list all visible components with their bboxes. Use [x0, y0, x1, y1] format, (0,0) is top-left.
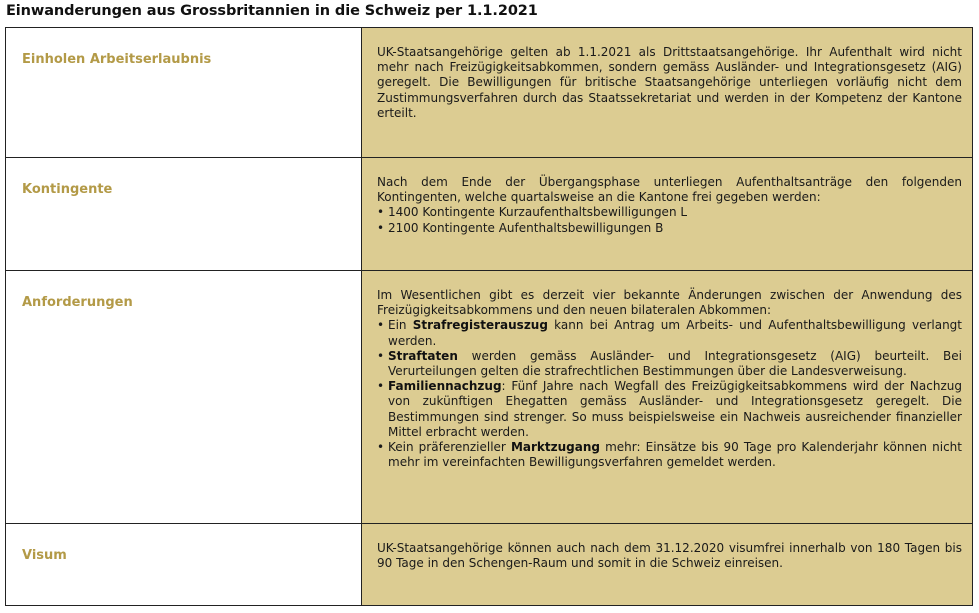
list-item: [377, 205, 962, 220]
document-title: Einwanderungen aus Grossbritannien in die Schweiz per 1.1.2021: [6, 3, 538, 19]
bullet-icon: •: [377, 205, 385, 220]
paragraph: Im Wesentlichen gibt es derzeit vier bekannte Änderungen zwischen der Anwendung des Freizügigkeitsabkommens und den neuen bilateralen Abkommen:: [377, 288, 962, 318]
row-content: [362, 524, 973, 606]
list-item-keyword: Marktzugang: [510, 440, 600, 455]
row-label: Anforderungen: [6, 271, 362, 524]
list-item: [377, 379, 962, 440]
list-item: [377, 318, 962, 348]
row-content: [362, 271, 973, 524]
info-table: [5, 27, 973, 606]
row-label: Kontingente: [6, 158, 362, 271]
row-content: [362, 158, 973, 271]
list-item: [377, 349, 962, 379]
list-item-pre: Kein präferenzieller: [388, 440, 511, 455]
list-item-post: werden gemäss Ausländer- und Integrationsgesetz (AIG) beurteilt. Bei Verurteilungen gelten die strafrechtlichen Bestimmungen über die Landesverweisung.: [388, 348, 962, 379]
row-label: Visum: [6, 524, 362, 606]
row-label: Einholen Arbeitserlaubnis: [6, 28, 362, 158]
list-item-text: 2100 Kontingente Aufenthaltsbewilligungen B: [388, 220, 664, 235]
paragraph: UK-Staatsangehörige können auch nach dem 31.12.2020 visumfrei innerhalb von 180 Tagen bis 90 Tage in den Schengen-Raum und somit in die Schweiz einreisen.: [377, 541, 962, 571]
table-row: [6, 158, 973, 271]
list-item-post: mehr: Einsätze bis 90 Tage pro Kalenderjahr können nicht mehr im vereinfachten Bewilligungsverfahren gemeldet werden.: [388, 440, 962, 470]
bullet-icon: •: [377, 220, 385, 235]
list-item: [377, 221, 962, 236]
table-row: [6, 28, 973, 158]
list-item-keyword: Straftaten: [388, 348, 458, 363]
bullet-list: [377, 318, 962, 470]
paragraph: UK-Staatsangehörige gelten ab 1.1.2021 als Drittstaatsangehörige. Ihr Aufenthalt wird nicht mehr nach Freizügigkeitsabkommen, sondern gemäss Ausländer- und Integrationsgesetz (AIG) geregelt. Die Bewilligungen für britische Staatsangehörige unterliegen vorläufig nicht dem Zustimmungsverfahren durch das Staatssekretariat und werden in der Kompetenz der Kantone erteilt.: [377, 45, 962, 120]
bullet-icon: •: [377, 440, 385, 455]
table-row: [6, 271, 973, 524]
bullet-icon: •: [377, 379, 385, 394]
bullet-icon: •: [377, 348, 385, 363]
table-row: [6, 524, 973, 606]
list-item-pre: Ein: [388, 318, 413, 333]
list-item: [377, 440, 962, 470]
paragraph: Nach dem Ende der Übergangsphase unterliegen Aufenthaltsanträge den folgenden Kontingenten, welche quartalsweise an die Kantone frei gegeben werden:: [377, 175, 962, 205]
row-content: [362, 28, 973, 158]
list-item-post: : Fünf Jahre nach Wegfall des Freizügigkeitsabkommens wird der Nachzug von zukünftigen Ehegatten gemäss Ausländer- und Integrationsgesetz geregelt. Die Bestimmungen sind strenger. So muss beispielsweise ein Nachweis ausreichender finanzieller Mittel erbracht werden.: [388, 379, 962, 439]
bullet-list: [377, 205, 962, 235]
list-item-post: kann bei Antrag um Arbeits- und Aufenthaltsbewilligung verlangt werden.: [388, 318, 962, 348]
list-item-keyword: Strafregisterauszug: [412, 318, 548, 333]
list-item-keyword: Familiennachzug: [388, 379, 502, 394]
bullet-icon: •: [377, 318, 385, 333]
list-item-text: 1400 Kontingente Kurzaufenthaltsbewilligungen L: [388, 205, 688, 220]
